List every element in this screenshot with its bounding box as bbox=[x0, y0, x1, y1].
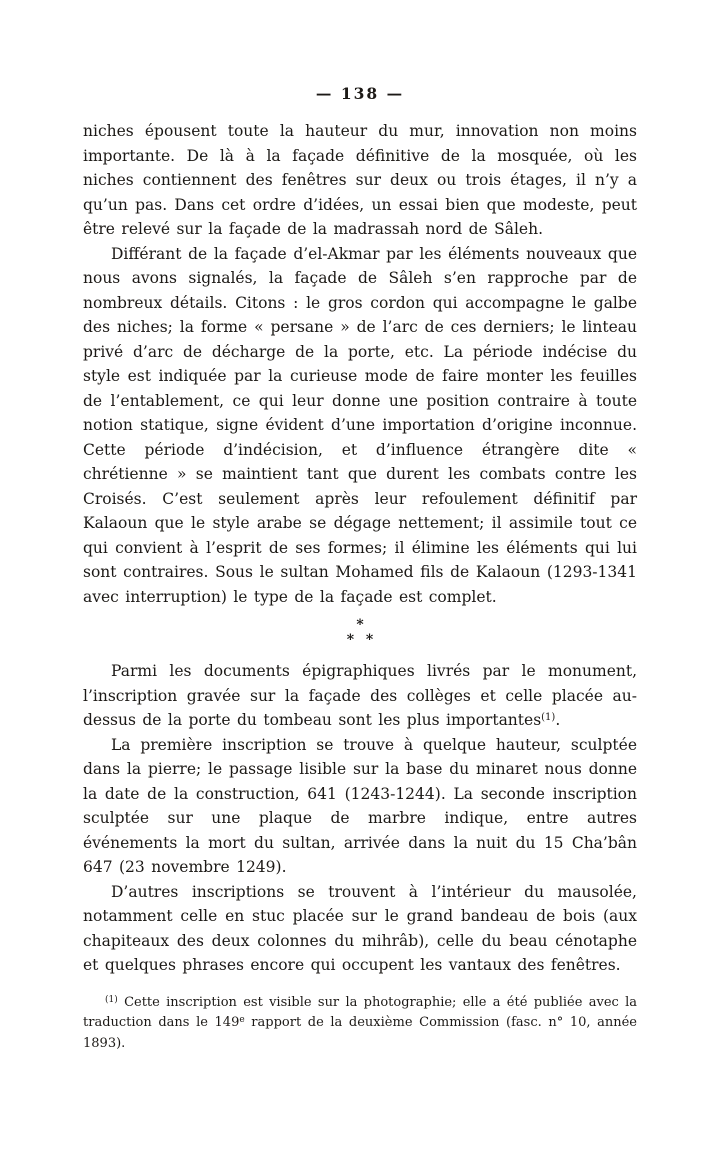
footnote-ordinal-superscript: e bbox=[239, 1015, 245, 1025]
scanned-book-page bbox=[0, 84, 720, 1166]
footnote-text: rapport de la deuxième Commission (fasc. n° 10, année 1893). bbox=[83, 1015, 637, 1051]
paragraph-text: Parmi les documents épigraphiques livrés par le monument, l’inscription gravée sur la façade des collèges et celle placée au-dessus de la porte du tombeau sont les plus importantes bbox=[83, 662, 637, 729]
paragraph bbox=[83, 659, 637, 733]
asterisk-divider bbox=[83, 618, 637, 648]
asterisk-divider-row2: * * bbox=[346, 632, 374, 648]
footnote-reference: (1) bbox=[541, 712, 556, 723]
footnote-text: Cette inscription est visible sur la photographie; elle a été publiée avec la traduction dans le 149 bbox=[83, 994, 637, 1030]
paragraph: La première inscription se trouve à quelque hauteur, sculptée dans la pierre; le passage lisible sur la base du minaret nous donne la date de la construction, 641 (1243-1244). La seconde inscription sculptée sur une plaque de marbre indique, entre autres événements la mort du sultan, arrivée dans la nuit du 15 Cha’bân 647 (23 novembre 1249). bbox=[83, 735, 637, 876]
paragraph: Différant de la façade d’el-Akmar par les éléments nouveaux que nous avons signalés, la façade de Sâleh s’en rapproche par de nombreux détails. Citons : le gros cordon qui accompagne le galbe des niches; la forme « persane » de l’arc de ces derniers; le linteau privé d’arc de décharge de la porte, etc. La période indécise du style est indiquée par la curieuse mode de faire monter les feuilles de l’entablement, ce qui leur donne une position contraire à toute notion statique, signe évident d’une importation d’origine inconnue. Cette période d’indécision, et d’influence étrangère dite « chrétienne » se maintient tant que durent les combats contre les Croisés. C’est seulement après leur refoulement définitif par Kalaoun que le style arabe se dégage nettement; il assimile tout ce qui convient à l’esprit de ses formes; il élimine les éléments qui lui sont contraires. Sous le sultan Mohamed fils de Kalaoun (1293-1341 avec interruption) le type de la façade est complet. bbox=[83, 244, 637, 606]
page-number: — 138 — bbox=[315, 84, 405, 103]
asterisk-divider-row1: * bbox=[356, 617, 364, 633]
paragraph: D’autres inscriptions se trouvent à l’intérieur du mausolée, notamment celle en stuc placée sur le grand bandeau de bois (aux chapiteaux des deux colonnes du mihrâb), celle du beau cénotaphe et quelques phrases encore qui occupent les vantaux des fenêtres. bbox=[83, 882, 637, 974]
paragraph-text: . bbox=[555, 711, 561, 729]
footnote-marker: (1) bbox=[105, 994, 118, 1005]
footnote bbox=[83, 993, 637, 1055]
paragraph-continuation: niches épousent toute la hauteur du mur, innovation non moins importante. De là à la façade définitive de la mosquée, où les niches contiennent des fenêtres sur deux ou trois étages, il n’y a qu’un pas. Dans cet ordre d’idées, un essai bien que modeste, peut être relevé sur la façade de la madrassah nord de Sâleh. bbox=[83, 122, 637, 238]
text-block bbox=[83, 119, 637, 1054]
